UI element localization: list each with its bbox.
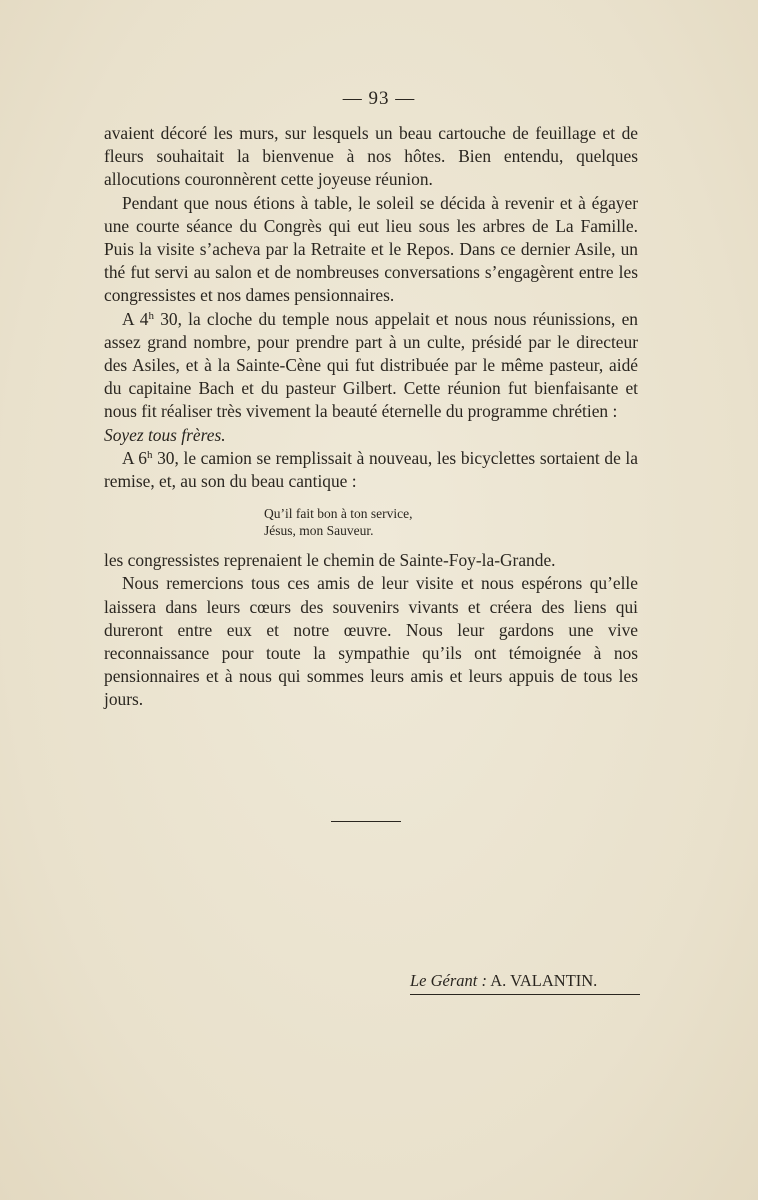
page-number: — 93 — [342, 88, 416, 109]
signature-line [410, 970, 640, 995]
depart-time-prefix: A 6 [122, 447, 147, 468]
depart-time-superscript: h [146, 448, 153, 461]
culte-text: 30, la cloche du temple nous appelait et nous nous réunissions, en assez grand nombre, pour prendre part à un culte, présidé par le directeur des Asiles, et à la Sainte-Cène qui fut distribuée par le même pasteur, aidé du capitaine Bach et du pasteur Gilbert. Cette réunion fut bienfaisante et nous fit réaliser très vivement la beauté éternelle du programme chrétien : [104, 308, 638, 422]
paragraph-culte [104, 308, 638, 447]
hymn-verse [264, 505, 638, 539]
culte-time-prefix: A 4 [122, 308, 149, 329]
paragraph-closing: Nous remercions tous ces amis de leur visite et nous espérons qu’elle laissera dans leurs cœurs des souvenirs vivants et créera des liens qui dureront entre eux et notre œuvre. Nous leur gardons une vive reconnaissance pour toute la sympathie qu’ils ont témoignée à nos pensionnaires et à nous qui sommes leurs amis et leurs appuis de tous les jours. [104, 573, 638, 710]
signature-name: A. VALANTIN. [487, 971, 598, 990]
paragraph-depart [104, 447, 638, 493]
culte-time-superscript: h [148, 309, 154, 322]
verse-line: Jésus, mon Sauveur. [264, 523, 374, 539]
article-body [104, 122, 638, 712]
verse-line: Qu’il fait bon à ton service, [264, 506, 413, 522]
signature-label: Le Gérant : [410, 971, 487, 990]
culte-motto: Soyez tous frères. [104, 424, 226, 445]
paragraph-return: les congressistes reprenaient le chemin de Sainte-Foy-la-Grande. [104, 550, 556, 571]
depart-text: 30, le camion se remplissait à nouveau, les bicyclettes sortaient de la remise, et, au son du beau cantique : [104, 447, 638, 492]
paragraph-decoration: avaient décoré les murs, sur lesquels un beau cartouche de feuillage et de fleurs souhaitait la bienvenue à nos hôtes. Bien entendu, quelques allocutions couronnèrent cette joyeuse réunion. [104, 123, 638, 190]
paragraph-lunch: Pendant que nous étions à table, le soleil se décida à revenir et à égayer une courte séance du Congrès qui eut lieu sous les arbres de La Famille. Puis la visite s’acheva par la Retraite et le Repos. Dans ce dernier Asile, un thé fut servi au salon et de nombreuses conversations s’engagèrent entre les congressistes et nos dames pensionnaires. [104, 192, 638, 306]
section-divider [331, 821, 401, 822]
